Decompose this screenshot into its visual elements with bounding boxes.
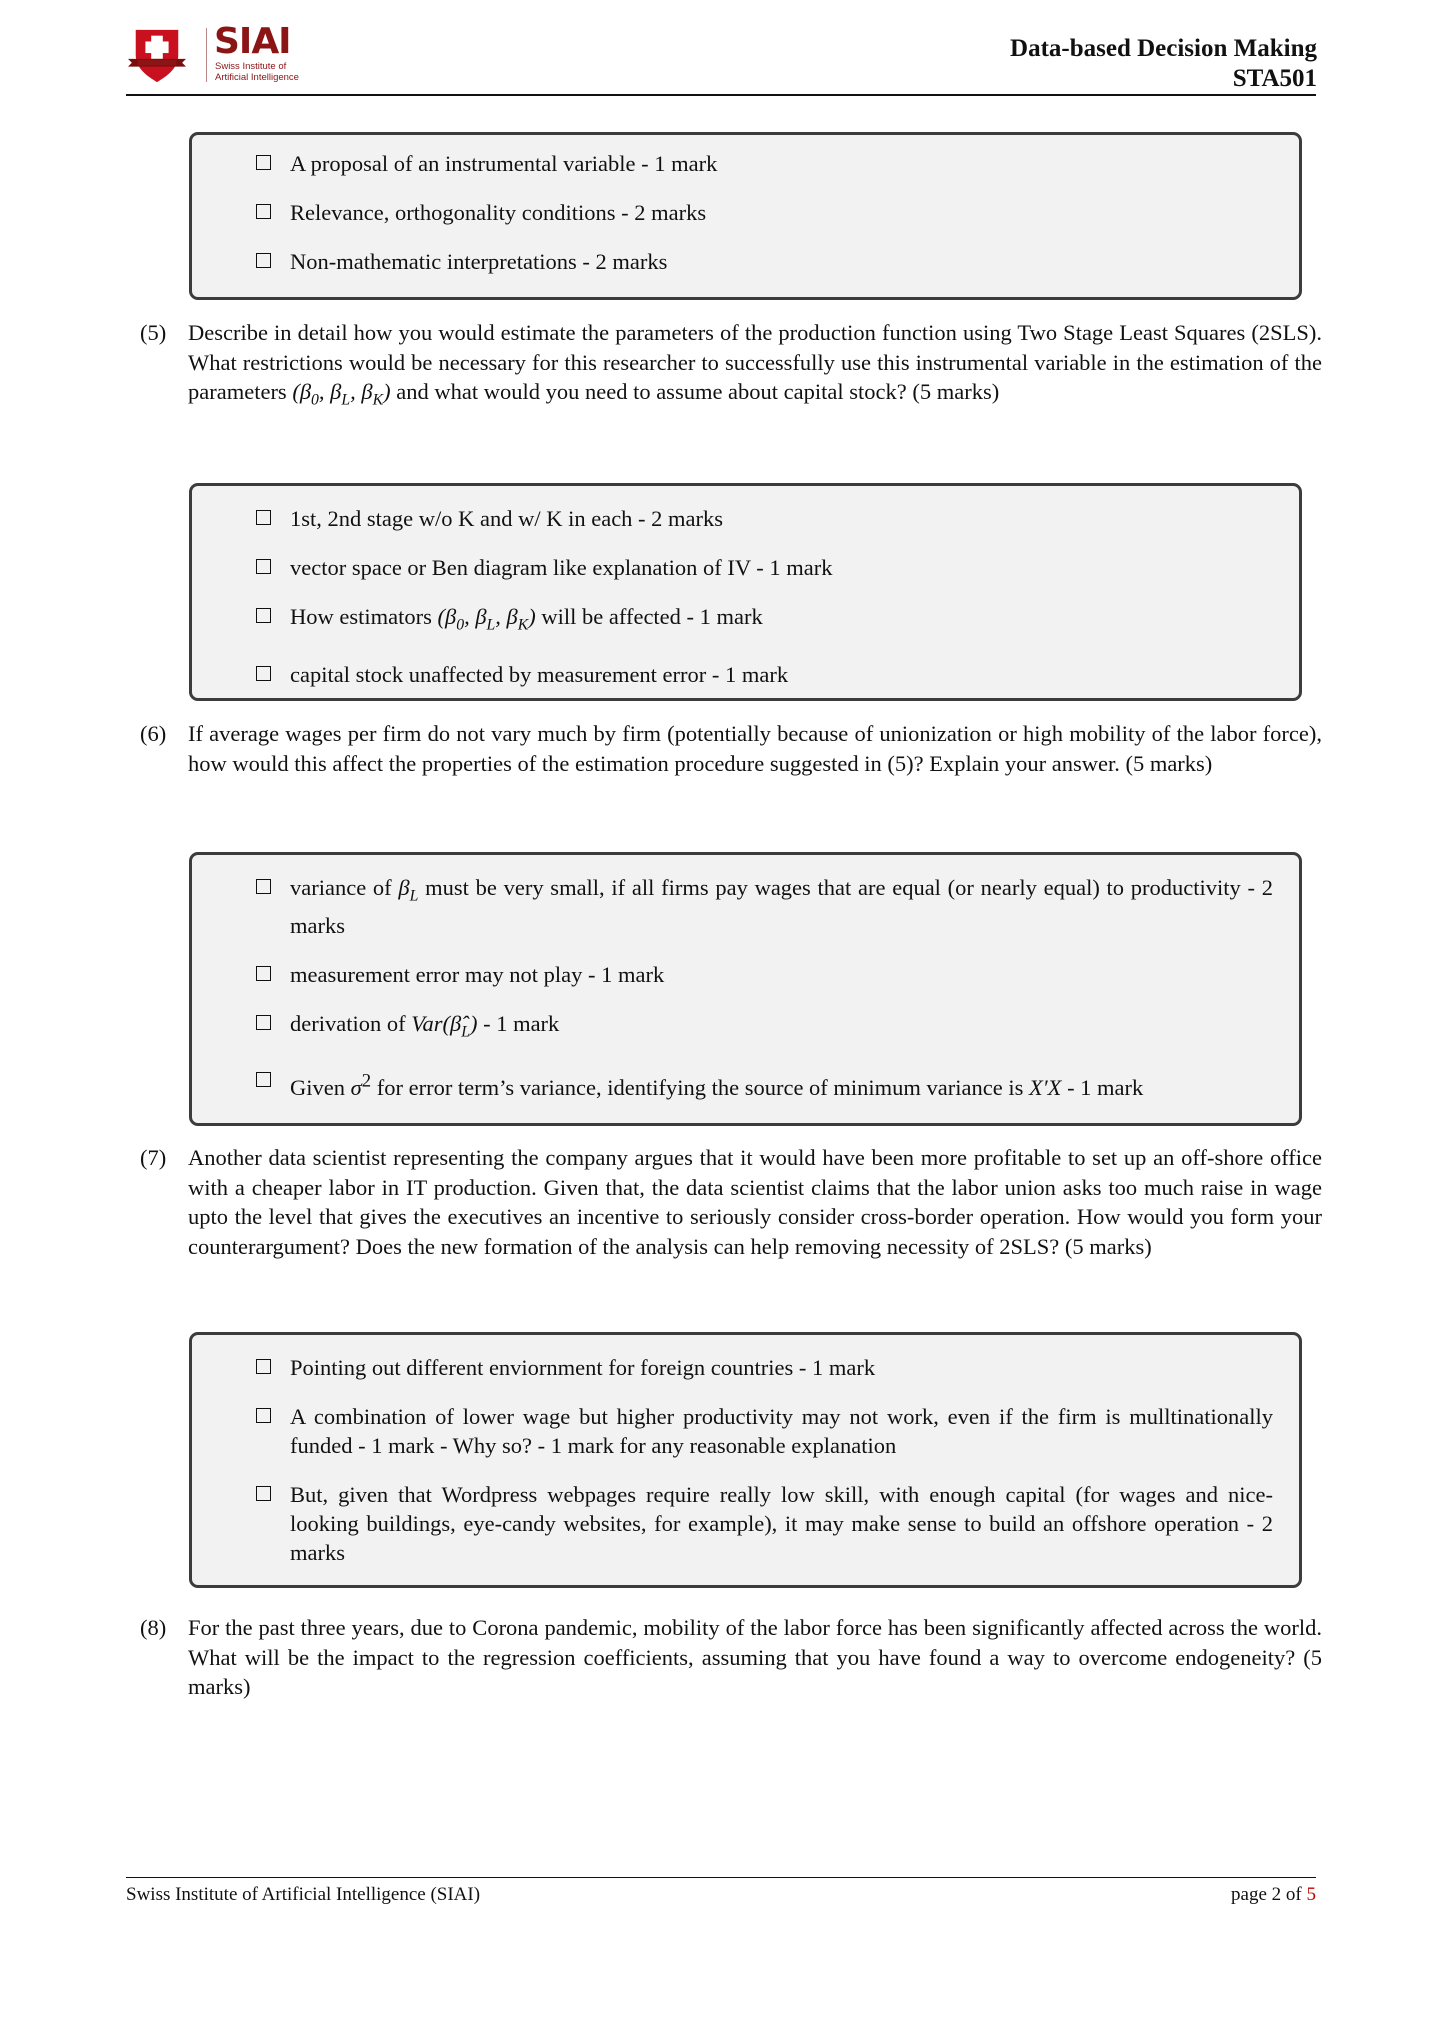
footer-institution: Swiss Institute of Artificial Intelligence (SIAI) (126, 1884, 481, 1905)
question-text: For the past three years, due to Corona pandemic, mobility of the labor force has been significantly affected across the world. What will be the impact to the regression coefficients, assuming that you have found a way to overcome endogeneity? (5 marks) (188, 1615, 1322, 1700)
logo-wordmark: SIAI (214, 21, 291, 62)
siai-logo (128, 21, 328, 88)
checkbox-icon[interactable] (256, 608, 271, 623)
question-number: (7) (140, 1145, 167, 1170)
checkbox-icon[interactable] (256, 510, 271, 525)
footer-rule (126, 1877, 1316, 1878)
total-pages-link[interactable]: 5 (1306, 1884, 1316, 1905)
checkbox-icon[interactable] (256, 253, 271, 268)
rubric-item: measurement error may not play - 1 mark (256, 960, 1273, 989)
course-header (1010, 34, 1317, 94)
page-number: page 2 of 5 (1231, 1884, 1316, 1905)
question-5 (140, 318, 1320, 416)
rubric-item-text: Given $\sigma^2$ for error term’s variance, identifying the source of minimum variance is X′X - 1 mark (290, 1070, 1144, 1100)
question-6 (140, 719, 1320, 778)
question-text: If average wages per firm do not vary much by firm (potentially because of unionization or high mobility of the labor force), how would this affect the properties of the estimation procedure suggested in (5)? Explain your answer. (5 marks) (188, 721, 1322, 776)
checkbox-icon[interactable] (256, 559, 271, 574)
rubric-box-4 (189, 132, 1302, 300)
rubric-box-5 (189, 483, 1302, 701)
rubric-list (256, 504, 1273, 689)
question-number: (8) (140, 1615, 167, 1640)
question-number: (6) (140, 721, 167, 746)
rubric-item-text: variance of $\beta_L$ must be very small, if all firms pay wages that are equal (or nearly equal) to productivity - 2 marks (290, 875, 1273, 938)
rubric-list (256, 1353, 1273, 1567)
checkbox-icon[interactable] (256, 666, 271, 681)
checkbox-icon[interactable] (256, 1015, 271, 1030)
swiss-shield-icon (128, 26, 186, 84)
rubric-item: Non-mathematic interpretations - 2 marks (256, 247, 1273, 276)
checkbox-icon[interactable] (256, 879, 271, 894)
rubric-item-text: derivation of $Var(\betâ_L) - 1$ mark (290, 1010, 560, 1040)
rubric-item (256, 602, 1273, 640)
rubric-item: 1st, 2nd stage w/o K and w/ K in each - 2 marks (256, 504, 1273, 533)
question-8 (140, 1613, 1320, 1702)
rubric-item (256, 1066, 1273, 1102)
rubric-item (256, 1009, 1273, 1047)
rubric-item: A proposal of an instrumental variable - 1 mark (256, 149, 1273, 178)
checkbox-icon[interactable] (256, 1408, 271, 1423)
rubric-item: Pointing out different enviornment for foreign countries - 1 mark (256, 1353, 1273, 1382)
rubric-item: vector space or Ben diagram like explanation of IV - 1 mark (256, 553, 1273, 582)
header-rule (126, 94, 1316, 96)
checkbox-icon[interactable] (256, 204, 271, 219)
checkbox-icon[interactable] (256, 1072, 271, 1087)
course-code: STA501 (1232, 65, 1317, 92)
logo-subtitle: Swiss Institute of Artificial Intelligence (215, 61, 299, 83)
question-7 (140, 1143, 1320, 1262)
checkbox-icon[interactable] (256, 1359, 271, 1374)
rubric-item: A combination of lower wage but higher productivity may not work, even if the firm is mulltinationally funded - 1 mark - Why so? - 1 mark for any reasonable explanation (256, 1402, 1273, 1460)
rubric-item: Relevance, orthogonality conditions - 2 marks (256, 198, 1273, 227)
rubric-box-6 (189, 852, 1302, 1126)
rubric-item-text: How estimators ($\beta_0$, $\beta_L$, $\beta_K$) will be affected - 1 mark (290, 604, 763, 634)
rubric-list (256, 873, 1273, 1102)
math-parameters: ($\beta_0$, $\beta_L$, $\beta_K$) (292, 379, 391, 409)
question-text: Another data scientist representing the company argues that it would have been more profitable to set up an off-shore office with a cheaper labor in IT production. Given that, the data scientist claims that the labor union asks too much raise in wage upto the level that gives the executives an incentive to seriously consider cross-border operation. How would you form your counterargument? Does the new formation of the analysis can help removing necessity of 2SLS? (5 marks) (188, 1145, 1322, 1260)
rubric-item: capital stock unaffected by measurement error - 1 mark (256, 660, 1273, 689)
question-number: (5) (140, 320, 167, 345)
checkbox-icon[interactable] (256, 966, 271, 981)
logo-divider (206, 28, 207, 82)
checkbox-icon[interactable] (256, 155, 271, 170)
rubric-list (256, 149, 1273, 276)
rubric-item: But, given that Wordpress webpages require really low skill, with enough capital (for wages and nice-looking buildings, eye-candy websites, for example), it may make sense to build an offshore operation - 2 marks (256, 1480, 1273, 1567)
question-text: Describe in detail how you would estimate the parameters of the production function using Two Stage Least Squares (2SLS). What restrictions would be necessary for this researcher to successfully use this instrumental variable in the estimation of the parameters ($\beta_0$, $\beta_L$, $\beta_K$) and what would you need to assume about capital stock? (5 marks) (188, 320, 1322, 409)
course-title: Data-based Decision Making (1010, 35, 1317, 62)
checkbox-icon[interactable] (256, 1486, 271, 1501)
rubric-item (256, 873, 1273, 940)
rubric-box-7 (189, 1332, 1302, 1588)
